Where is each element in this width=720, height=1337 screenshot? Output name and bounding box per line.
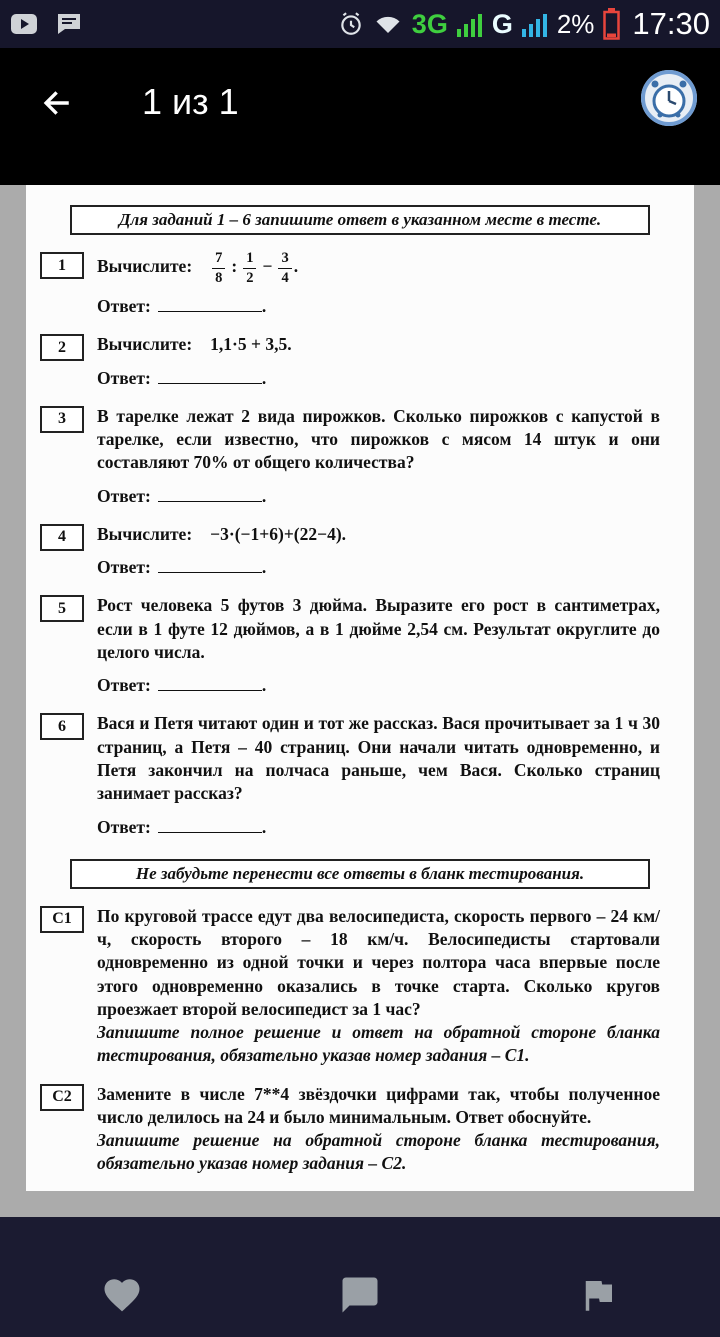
heart-icon	[99, 1274, 145, 1316]
answer-line	[97, 367, 660, 390]
task-row-1	[40, 251, 660, 318]
task-row-c1	[40, 905, 660, 1068]
task-text: Вася и Петя читают один и тот же рассказ. Вася прочитывает за 1 ч 30 страниц, а Петя – 40 страниц. Они начали читать одновременно, и Петя закончил на полчаса раньше, чем Вася. Сколько страниц занимает рассказ?	[97, 713, 660, 804]
answer-period: .	[261, 485, 267, 506]
task-row-c2	[40, 1083, 660, 1176]
fraction	[278, 251, 291, 285]
task-number-box: 6	[40, 713, 84, 740]
task-body	[97, 905, 660, 1068]
fraction-denominator: 2	[246, 269, 254, 286]
timer-avatar-icon	[640, 69, 698, 127]
answer-label: Ответ:	[97, 485, 151, 506]
app-bar	[0, 48, 720, 185]
clock-time: 17:30	[632, 6, 710, 41]
answer-blank	[158, 486, 262, 502]
task-row-2	[40, 333, 660, 390]
task-body	[97, 712, 660, 838]
task-row-6	[40, 712, 660, 838]
page-counter-title: 1 из 1	[142, 81, 239, 122]
signal-bars-3g-icon	[457, 11, 483, 37]
answer-label: Ответ:	[97, 367, 151, 388]
answer-period: .	[261, 296, 267, 316]
task-body	[97, 523, 660, 580]
answer-blank	[158, 557, 262, 573]
document-viewer[interactable]	[0, 185, 720, 1217]
fraction	[243, 251, 256, 285]
status-notification-icons	[10, 12, 82, 36]
network-3g-label: 3G	[411, 8, 448, 39]
answer-period: .	[261, 557, 267, 578]
answer-line	[97, 485, 660, 508]
answer-label: Ответ:	[97, 816, 151, 837]
answer-blank	[158, 296, 262, 312]
answer-period: .	[261, 816, 267, 837]
back-icon	[36, 86, 76, 120]
math-operator: −	[262, 256, 273, 277]
task-body	[97, 594, 660, 697]
answer-period: .	[261, 675, 267, 696]
battery-percent: 2%	[556, 8, 595, 39]
task-number-box: 3	[40, 406, 84, 433]
status-bar	[0, 0, 720, 48]
fraction-denominator: 4	[281, 269, 289, 286]
like-button[interactable]	[98, 1273, 146, 1317]
battery-icon	[603, 8, 620, 40]
task-row-4	[40, 523, 660, 580]
bottom-action-bar	[0, 1217, 720, 1337]
alarm-status-icon	[338, 11, 364, 37]
flag-button[interactable]	[574, 1273, 622, 1317]
answer-line	[97, 816, 660, 839]
comment-icon	[338, 1274, 382, 1316]
task-note: Запишите решение на обратной стороне бланка тестирования, обязательно указав номер задания – С2.	[97, 1130, 660, 1174]
fraction-denominator: 8	[215, 269, 223, 286]
youtube-icon	[10, 13, 38, 35]
answer-line	[97, 295, 660, 318]
answer-blank	[158, 675, 262, 691]
fraction-numerator: 3	[278, 251, 291, 269]
fraction	[212, 251, 225, 285]
task-text: В тарелке лежат 2 вида пирожков. Сколько пирожков с капустой в тарелке, если известно, что пирожков с мясом 14 штук и они составляют 70% от общего количества?	[97, 405, 660, 473]
task-number-box: 5	[40, 595, 84, 622]
task-body	[97, 1083, 660, 1176]
task-number-box: С2	[40, 1084, 84, 1111]
fraction-numerator: 7	[212, 251, 225, 269]
math-expression: 1,1·5 + 3,5.	[210, 334, 292, 355]
task-prompt	[97, 523, 660, 546]
chat-icon	[56, 12, 82, 36]
answer-line	[97, 674, 660, 697]
task-text: Рост человека 5 футов 3 дюйма. Выразите его рост в сантиметрах, если в 1 футе 12 дюймов, а в 1 дюйме 2,54 см. Результат округлите до целого числа.	[97, 595, 660, 662]
answer-period: .	[261, 367, 267, 388]
task-body	[97, 251, 660, 318]
answer-blank	[158, 368, 262, 384]
test-page	[26, 185, 694, 1191]
task-text: Замените в числе 7**4 звёздочки цифрами так, чтобы полученное число делилось на 24 и было минимальным. Ответ обоснуйте.	[97, 1083, 660, 1127]
back-button[interactable]	[32, 84, 80, 122]
status-system-icons	[338, 6, 710, 42]
task-body	[97, 405, 660, 508]
answer-label: Ответ:	[97, 557, 151, 578]
task-text: По круговой трассе едут два велосипедиста, скорость первого – 24 км/ч, скорость второго – 18 км/ч. Велосипедисты стартовали одновременно из одной точки и через полтора часа впервые после этого одновременно оказались в точке старта. Сколько кругов проезжает второй велосипедист за 1 час?	[97, 905, 660, 1019]
signal-bars-g-icon	[522, 11, 548, 37]
task-number-box: 1	[40, 252, 84, 279]
answer-label: Ответ:	[97, 675, 151, 696]
network-g-label: G	[491, 8, 513, 39]
answer-blank	[158, 817, 262, 833]
task-prefix: Вычислите:	[97, 523, 193, 544]
task-note: Запишите полное решение и ответ на обратной стороне бланка тестирования, обязательно указав номер задания – С1.	[97, 1022, 660, 1066]
task-prefix: Вычислите:	[97, 256, 193, 277]
flag-icon	[577, 1274, 619, 1316]
task-prefix: Вычислите:	[97, 334, 193, 355]
wifi-icon	[373, 12, 403, 36]
instruction-banner-bottom: Не забудьте перенести все ответы в бланк тестирования.	[70, 859, 650, 889]
task-row-5	[40, 594, 660, 697]
fraction-numerator: 1	[243, 251, 256, 269]
task-row-3	[40, 405, 660, 508]
task-prompt	[97, 333, 660, 356]
task-body	[97, 333, 660, 390]
math-expression: −3·(−1+6)+(22−4).	[210, 523, 347, 544]
answer-line	[97, 556, 660, 579]
comment-button[interactable]	[336, 1273, 384, 1317]
task-number-box: 4	[40, 524, 84, 551]
math-period: .	[293, 256, 299, 277]
app-avatar-button[interactable]	[640, 69, 698, 127]
math-operator: :	[231, 256, 238, 277]
task-number-box: С1	[40, 906, 84, 933]
task-number-box: 2	[40, 334, 84, 361]
math-expression	[210, 250, 299, 286]
answer-label: Ответ:	[97, 296, 151, 316]
instruction-banner-top: Для заданий 1 – 6 запишите ответ в указанном месте в тесте.	[70, 205, 650, 235]
task-prompt	[97, 251, 660, 285]
